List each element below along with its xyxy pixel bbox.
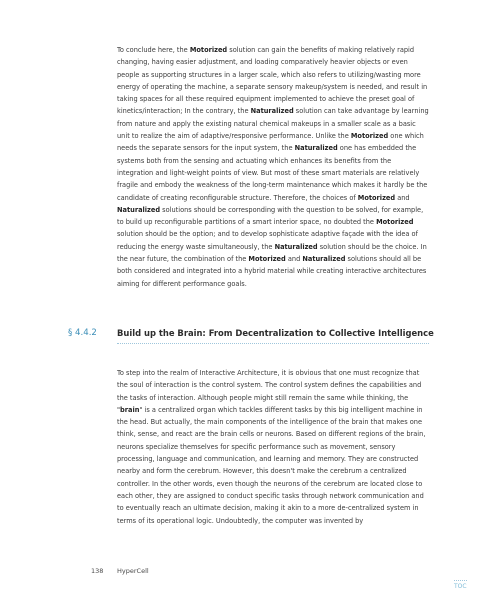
section-divider	[117, 343, 429, 344]
section-heading: Build up the Brain: From Decentralization to Collective Intelligence	[117, 328, 434, 338]
text-run: solution should be the choice. In the near future, the combination of the	[117, 242, 427, 264]
bold-term: Naturalized	[117, 205, 161, 214]
text-run: solution can gain the benefits of making relatively rapid changing, having easier adjustment, and loading comparatively heavier objects or even people as supporting structures in a larger scale, which also refers to utilizing/wasting more energy of operating the machine, a separate sensory makeup/system is needed, and result in taking spaces for all these required equipment implemented to achieve the preset goal of kinetics/interaction; In the contrary, the	[117, 46, 428, 116]
body-paragraph	[117, 367, 429, 527]
text-run: and	[285, 255, 303, 264]
bold-term: Naturalized	[274, 242, 318, 251]
bold-term: brain	[120, 405, 140, 414]
bold-term: Naturalized	[250, 107, 294, 116]
bold-term: Motorized	[248, 255, 286, 264]
bold-term: Motorized	[350, 132, 389, 141]
text-run: solution should be the option; and to develop sophisticate adaptive façade with the idea of reducing the energy waste simultaneously, the	[117, 230, 418, 251]
text-run: To step into the realm of Interactive Architecture, it is obvious that one must recognize that the soul of interaction is the control system. The control system defines the capabilities and the tasks of interaction. Although people might still remain the same while thinking, the "	[117, 369, 422, 414]
bold-term: Motorized	[376, 218, 414, 227]
page-number: 138	[91, 567, 104, 575]
text-run: To conclude here, the	[117, 46, 190, 54]
text-run: and	[395, 193, 410, 202]
bold-term: Naturalized	[302, 255, 346, 264]
text-run: solutions should be corresponding with the question to be solved, for example, to build up reconfigurable partitions of a smart interior space, no doubted the	[117, 205, 424, 227]
text-run: one which needs the separate sensors for the input system, the	[117, 132, 424, 153]
text-run: one has embedded the systems both from the sensing and actuating which enhances its benefits from the integration and light-weight points of view. But most of these smart materials are relatively fragile and embody the weakness of the long-term maintenance which makes it hardly be the candidate of creating reconfigurable structure. Therefore, the choices of	[117, 144, 428, 202]
text-run: solution can take advantage by learning from nature and apply the existing natural chemical makeups in a smaller scale as a basic unit to realize the aim of adaptive/responsive performance. Unlike the	[117, 107, 429, 141]
text-run: " is a centralized organ which tackles different tasks by this big intelligent machine in the head. But actually, the main components of the intelligence of the brain that makes one think, sense, and react are the brain cells or neurons. Based on different regions of the brain, neurons specialize themselves for specific performance such as movement, sensory processing, language and communication, and learning and memory. They are constructed nearby and form the cerebrum. However, this doesn't make the cerebrum a centralized controller. In the other words, even though the neurons of the cerebrum are located close to each other, they are assigned to conduct specific tasks through network communication and to eventually reach an ultimate decision, making it akin to a more de-centralized system in terms of its operational logic. Undoubtedly, the computer was invented by	[117, 405, 426, 525]
toc-link[interactable]: TOC	[454, 580, 467, 590]
running-title: HyperCell	[117, 567, 149, 575]
text-run: solutions should all be both considered and integrated into a hybrid material while creating interactive architectures aiming for different performance goals.	[117, 255, 427, 288]
section-number: § 4.4.2	[68, 328, 97, 338]
bold-term: Motorized	[189, 46, 228, 54]
body-paragraph	[117, 44, 429, 290]
bold-term: Naturalized	[294, 144, 338, 153]
bold-term: Motorized	[357, 193, 396, 202]
